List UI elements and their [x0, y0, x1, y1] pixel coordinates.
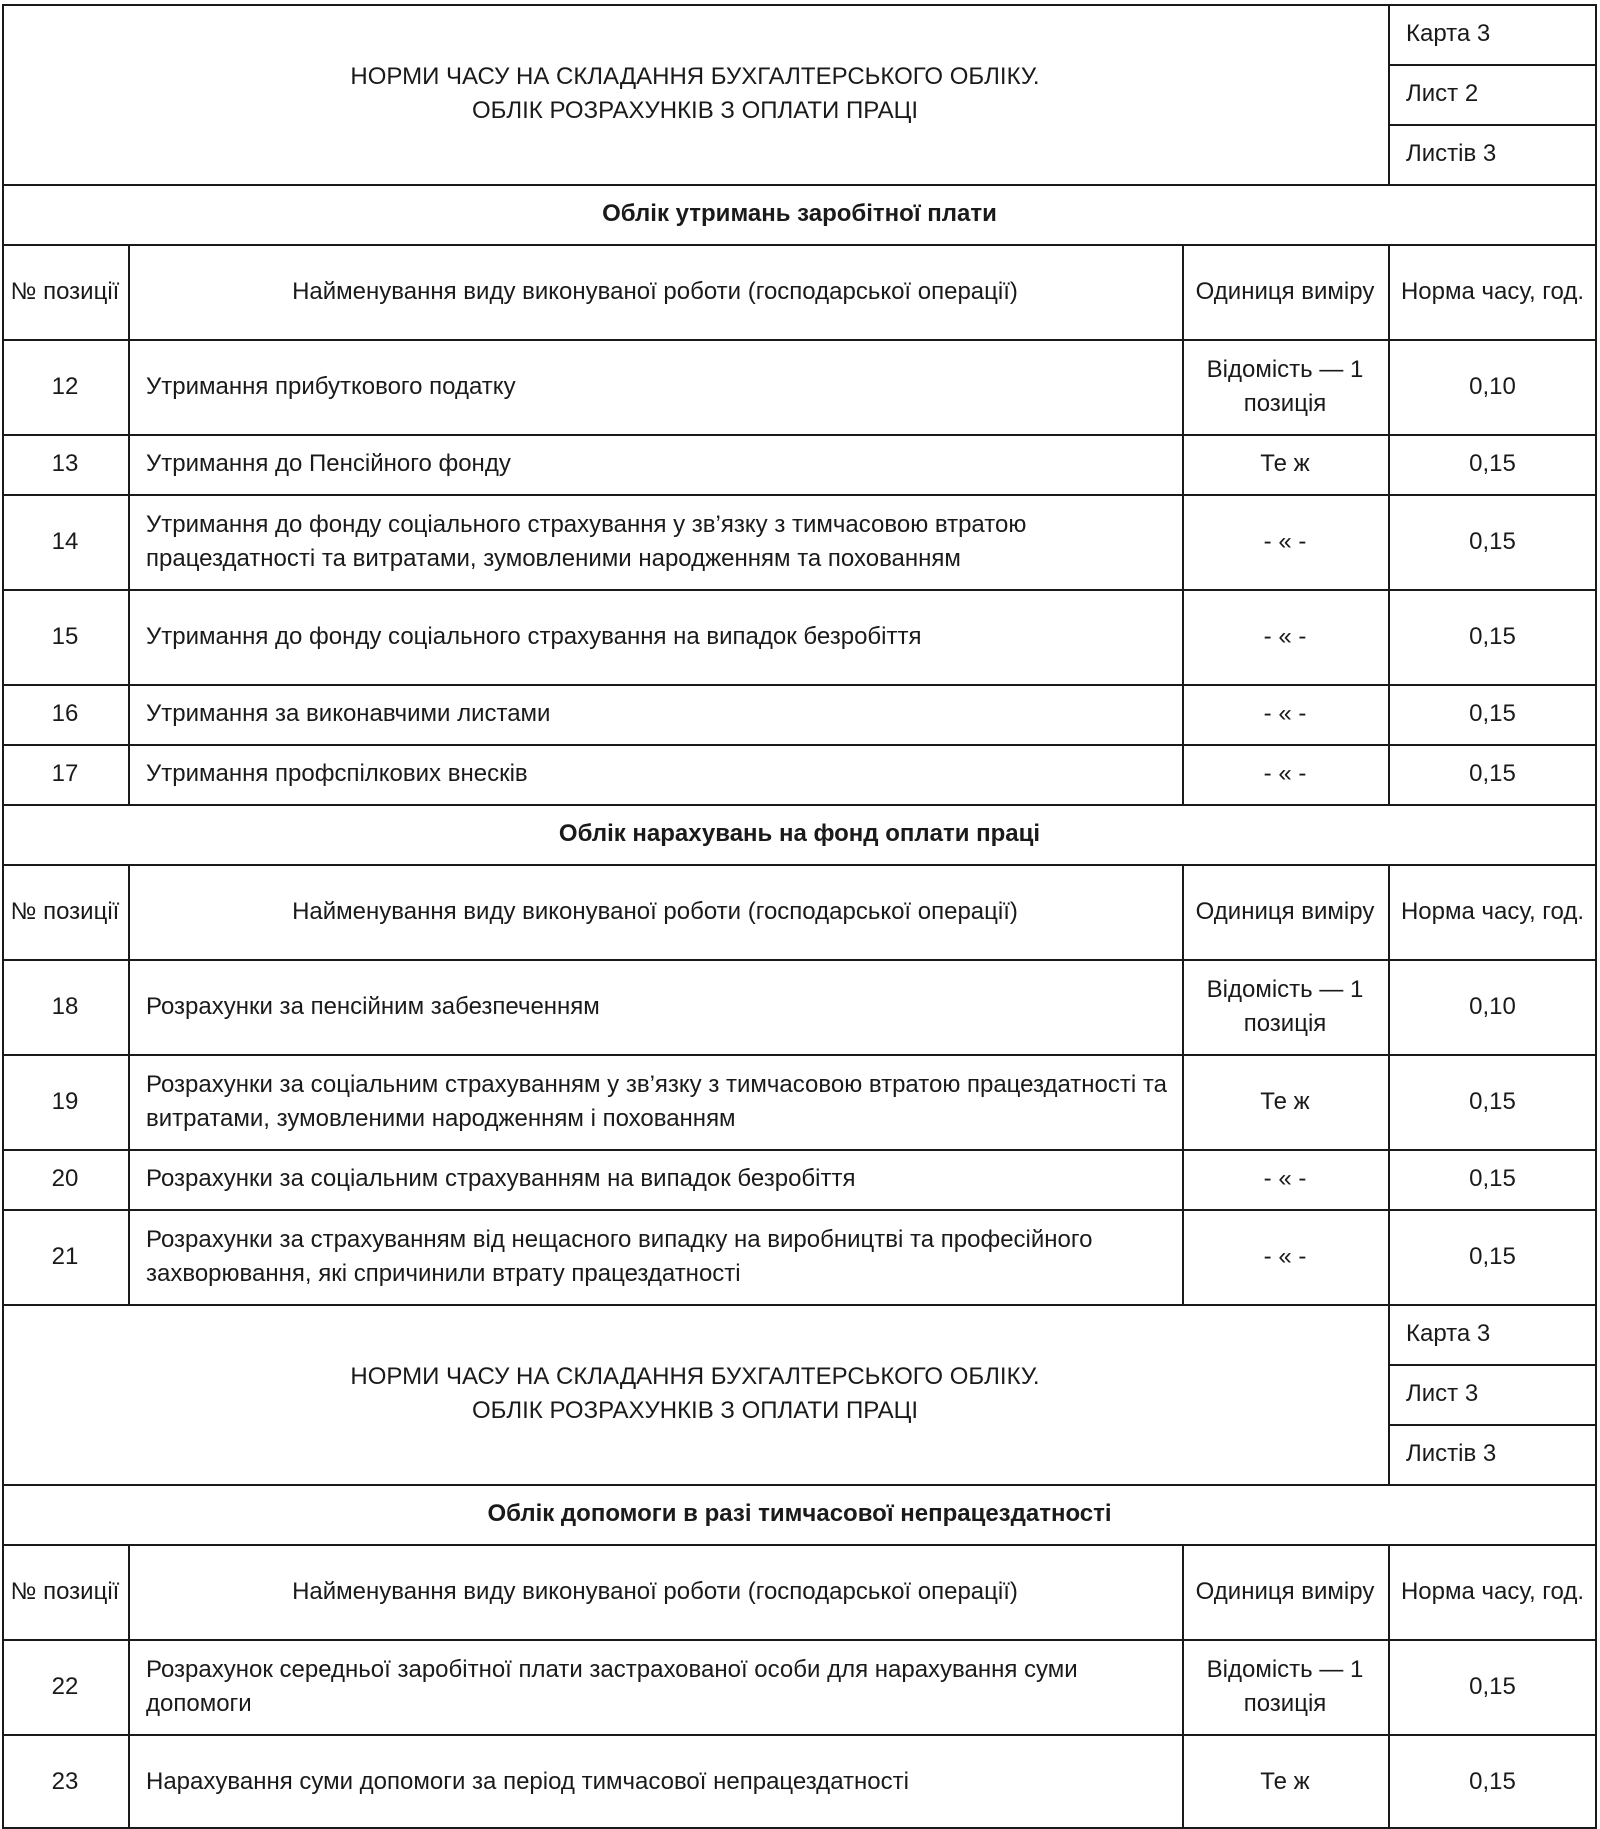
table-rule — [1388, 1734, 1390, 1829]
table-rule — [128, 1544, 130, 1639]
table-rule — [128, 494, 130, 589]
table-rule — [1388, 434, 1390, 494]
table-rule — [1182, 339, 1184, 434]
column-header-unit: Одиниця виміру — [1195, 277, 1375, 305]
table-rule — [1388, 1639, 1390, 1734]
table-rule — [128, 744, 130, 804]
row-operation: Утримання прибуткового податку — [146, 372, 516, 400]
card-title-line: НОРМИ ЧАСУ НА СКЛАДАННЯ БУХГАЛТЕРСЬКОГО ОБЛІКУ. — [350, 1363, 1040, 1390]
column-header-num: № позиції — [10, 1577, 120, 1605]
table-rule — [1182, 1544, 1184, 1639]
row-unit: - « - — [1263, 1165, 1307, 1192]
table-rule — [1182, 1209, 1184, 1304]
table-rule — [1182, 1149, 1184, 1209]
row-number: 13 — [51, 450, 79, 477]
column-header-num: № позиції — [10, 277, 120, 305]
card-title — [2, 1304, 1388, 1484]
section-title: Облік нарахувань на фонд оплати праці — [558, 820, 1041, 847]
table-rule — [2, 4, 1597, 6]
row-unit: Те ж — [1260, 1087, 1310, 1115]
table-rule — [2, 1304, 1597, 1306]
row-norm: 0,15 — [1469, 450, 1516, 477]
row-unit: - « - — [1263, 1242, 1307, 1270]
column-header-norm: Норма часу, год. — [1400, 1577, 1585, 1605]
section-title: Облік допомоги в разі тимчасової непрацездатності — [487, 1500, 1112, 1527]
table-rule — [1182, 864, 1184, 959]
sheets-total: Листів 3 — [1406, 1440, 1497, 1467]
row-number: 23 — [51, 1767, 79, 1795]
row-norm: 0,15 — [1469, 1087, 1516, 1115]
table-rule — [1182, 959, 1184, 1054]
row-operation: Розрахунки за пенсійним забезпеченням — [146, 992, 600, 1020]
row-operation: Розрахунки за соціальним страхуванням на випадок безробіття — [146, 1165, 856, 1192]
table-rule — [2, 4, 4, 1829]
column-header-num: № позиції — [10, 897, 120, 925]
row-number: 15 — [51, 622, 79, 650]
card-title — [2, 4, 1388, 184]
table-rule — [128, 1734, 130, 1829]
row-number: 16 — [51, 700, 79, 727]
column-header-unit: Одиниця виміру — [1195, 897, 1375, 925]
table-rule — [1182, 589, 1184, 684]
row-number: 22 — [51, 1672, 79, 1700]
table-rule — [128, 434, 130, 494]
sheet-number: Лист 3 — [1406, 1380, 1479, 1407]
row-norm: 0,15 — [1469, 700, 1516, 727]
row-operation: Нарахування суми допомоги за період тимчасової непрацездатності — [146, 1767, 909, 1795]
row-norm: 0,15 — [1469, 1165, 1516, 1192]
card-number: Карта 3 — [1406, 20, 1491, 47]
card-title-text — [350, 1360, 1039, 1428]
card-title-text — [350, 60, 1039, 128]
row-number: 18 — [51, 992, 79, 1020]
row-operation: Утримання профспілкових внесків — [146, 760, 528, 787]
sheets-total: Листів 3 — [1406, 140, 1497, 167]
table-rule — [1182, 244, 1184, 339]
table-rule — [1595, 4, 1597, 1829]
table-rule — [1388, 339, 1390, 434]
card-title-line: ОБЛІК РОЗРАХУНКІВ З ОПЛАТИ ПРАЦІ — [471, 1397, 919, 1424]
column-header-name: Найменування виду виконуваної роботи (господарської операції) — [292, 277, 1018, 305]
table-rule — [1182, 744, 1184, 804]
table-rule — [1388, 1209, 1390, 1304]
column-header-name: Найменування виду виконуваної роботи (господарської операції) — [292, 1577, 1018, 1605]
row-operation: Розрахунок середньої заробітної плати застрахованої особи для нарахування суми допомоги — [146, 1655, 1078, 1717]
table-rule — [1388, 4, 1390, 184]
card-title-line: ОБЛІК РОЗРАХУНКІВ З ОПЛАТИ ПРАЦІ — [471, 97, 919, 124]
table-rule — [128, 1149, 130, 1209]
row-norm: 0,15 — [1469, 622, 1516, 650]
table-rule — [128, 864, 130, 959]
table-rule — [1388, 1364, 1597, 1366]
table-rule — [1388, 864, 1390, 959]
row-norm: 0,15 — [1469, 527, 1516, 555]
table-rule — [128, 1209, 130, 1304]
table-rule — [1182, 1054, 1184, 1149]
table-rule — [1388, 744, 1390, 804]
row-norm: 0,10 — [1469, 992, 1516, 1020]
table-rule — [1182, 434, 1184, 494]
row-unit: Те ж — [1260, 1767, 1310, 1795]
table-rule — [1182, 1639, 1184, 1734]
row-number: 21 — [51, 1242, 79, 1270]
card-number: Карта 3 — [1406, 1320, 1491, 1347]
row-unit: Відомість — 1 позиція — [1206, 1655, 1364, 1717]
row-operation: Утримання до Пенсійного фонду — [146, 450, 511, 477]
row-norm: 0,15 — [1469, 1767, 1516, 1795]
table-rule — [1388, 124, 1597, 126]
table-rule — [1388, 589, 1390, 684]
column-header-unit: Одиниця виміру — [1195, 1577, 1375, 1605]
sheet-number: Лист 2 — [1406, 80, 1479, 107]
table-rule — [1388, 1304, 1390, 1484]
table-rule — [128, 959, 130, 1054]
table-rule — [1388, 244, 1390, 339]
row-unit: - « - — [1263, 700, 1307, 727]
row-norm: 0,15 — [1469, 1242, 1516, 1270]
row-operation: Утримання до фонду соціального страхування у зв’язку з тимчасовою втратою працездатності та витратами, зумовленими народженням та похованням — [146, 510, 1027, 572]
table-rule — [128, 339, 130, 434]
table-rule — [1388, 1149, 1390, 1209]
row-unit: Відомість — 1 позиція — [1206, 975, 1364, 1037]
row-operation: Утримання за виконавчими листами — [146, 700, 551, 727]
table-rule — [1388, 494, 1390, 589]
row-norm: 0,15 — [1469, 1672, 1516, 1700]
row-number: 12 — [51, 372, 79, 400]
table-rule — [1388, 1544, 1390, 1639]
norms-document — [2, 4, 1597, 1795]
row-unit: - « - — [1263, 527, 1307, 555]
card-title-line: НОРМИ ЧАСУ НА СКЛАДАННЯ БУХГАЛТЕРСЬКОГО ОБЛІКУ. — [350, 63, 1040, 90]
row-number: 17 — [51, 760, 79, 787]
table-rule — [1182, 684, 1184, 744]
column-header-norm: Норма часу, год. — [1400, 277, 1585, 305]
table-rule — [128, 589, 130, 684]
row-number: 20 — [51, 1165, 79, 1192]
table-rule — [1388, 959, 1390, 1054]
row-norm: 0,15 — [1469, 760, 1516, 787]
table-rule — [128, 1639, 130, 1734]
table-rule — [1388, 64, 1597, 66]
table-rule — [1182, 494, 1184, 589]
column-header-norm: Норма часу, год. — [1400, 897, 1585, 925]
row-operation: Розрахунки за соціальним страхуванням у зв’язку з тимчасовою втратою працездатності та витратами, зумовленими народженням і похованням — [146, 1070, 1167, 1132]
row-norm: 0,10 — [1469, 372, 1516, 400]
table-rule — [1388, 1424, 1597, 1426]
table-rule — [1182, 1734, 1184, 1829]
row-number: 14 — [51, 527, 79, 555]
table-rule — [128, 684, 130, 744]
row-unit: Відомість — 1 позиція — [1206, 355, 1364, 417]
table-rule — [1388, 1054, 1390, 1149]
row-number: 19 — [51, 1087, 79, 1115]
table-rule — [128, 1054, 130, 1149]
section-title: Облік утримань заробітної плати — [602, 200, 997, 227]
table-rule — [1388, 684, 1390, 744]
table-rule — [128, 244, 130, 339]
row-unit: - « - — [1263, 622, 1307, 650]
row-operation: Утримання до фонду соціального страхування на випадок безробіття — [146, 622, 922, 650]
column-header-name: Найменування виду виконуваної роботи (господарської операції) — [292, 897, 1018, 925]
row-unit: Те ж — [1260, 450, 1310, 477]
row-operation: Розрахунки за страхуванням від нещасного випадку на виробництві та професійного захворювання, які спричинили втрату працездатності — [146, 1225, 1093, 1287]
row-unit: - « - — [1263, 760, 1307, 787]
